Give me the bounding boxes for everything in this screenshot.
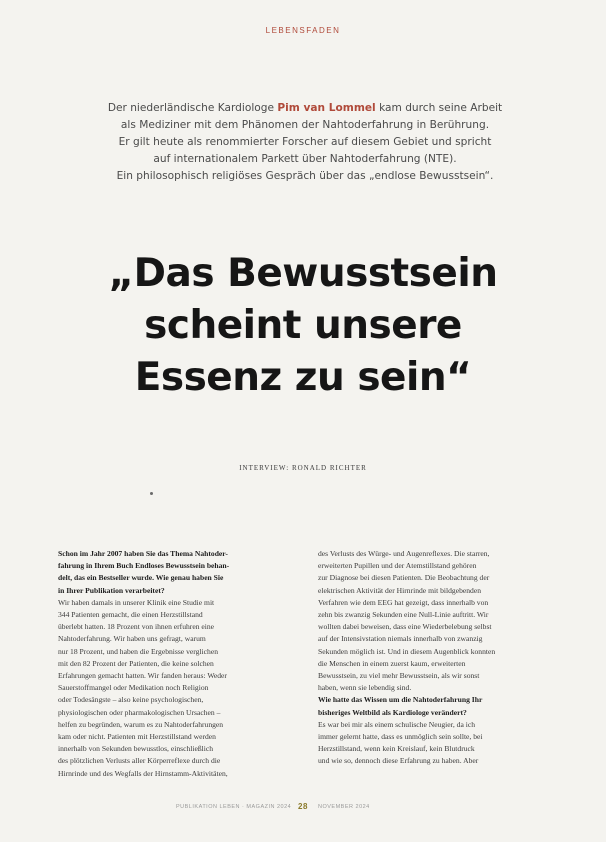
intro-line-4: auf internationalem Parkett über Nahtoderfahrung (NTE). xyxy=(153,153,457,165)
answer-2-line: immer gelernt hatte, dass es unmöglich sein sollte, bei xyxy=(318,732,483,742)
decorative-dot xyxy=(150,492,153,495)
footer-publication: PUBLIKATION LEBEN · MAGAZIN 2024 xyxy=(176,804,292,810)
answer-1-line: 344 Patienten gemacht, die einen Herzstillstand xyxy=(58,610,203,620)
answer-1-cont-line: die Menschen in einem zuerst kaum, erweiterten xyxy=(318,658,466,668)
page-number: 28 xyxy=(298,802,308,811)
right-column xyxy=(318,548,556,768)
question-2-line: bisheriges Weltbild als Kardiologe verändert? xyxy=(318,707,467,717)
answer-1-line: kam oder nicht. Patienten mit Herzstillstand werden xyxy=(58,732,216,742)
answer-1-line: des plötzlichen Verlusts aller Körperreflexe durch die xyxy=(58,756,221,766)
answer-1-cont-line: haben, wenn sie lebendig sind. xyxy=(318,683,412,693)
interviewee-name: Pim van Lommel xyxy=(277,102,376,114)
byline: INTERVIEW: RONALD RICHTER xyxy=(239,464,367,472)
section-label: LEBENSFADEN xyxy=(265,26,341,35)
question-1-line: fahrung in Ihrem Buch Endloses Bewusstsein behan- xyxy=(58,561,230,571)
answer-1-line: Erfahrungen gemacht hatten. Wir fanden heraus: Weder xyxy=(58,671,227,681)
answer-1-cont-line: zehn bis zwanzig Sekunden eine Null-Linie auftritt. Wir xyxy=(318,610,489,620)
answer-1-cont-line: zur Diagnose bei diesen Patienten. Die Beobachtung der xyxy=(318,573,490,583)
answer-1-cont-line: Sekunden möglich ist. Und in diesem Augenblick konnten xyxy=(318,646,496,656)
intro-line-3: Er gilt heute als renommierter Forscher auf diesem Gebiet und spricht xyxy=(118,136,492,148)
answer-1-line: überlebt hatten. 18 Prozent von ihnen erfuhren eine xyxy=(58,622,215,632)
headline-line-3: Essenz zu sein“ xyxy=(134,355,472,400)
intro-line-1 xyxy=(90,100,520,117)
intro-line-1-end: kam durch seine Arbeit xyxy=(375,102,503,114)
footer-date: NOVEMBER 2024 xyxy=(318,804,370,810)
intro-line-5: Ein philosophisch religiöses Gespräch über das „endlose Bewusstsein“. xyxy=(116,170,494,182)
answer-1-cont-line: auf der Intensivstation niemals innerhalb von zwanzig xyxy=(318,634,483,644)
headline-line-2: scheint unsere xyxy=(144,303,462,348)
answer-1-cont-line: wollten dabei beweisen, dass eine Wiederbelebung selbst xyxy=(318,622,492,632)
answer-1-line: helfen zu begründen, warum es zu Nahtoderfahrungen xyxy=(58,719,224,729)
answer-1-line: nur 18 Prozent, und haben die Ergebnisse verglichen xyxy=(58,646,218,656)
answer-1-line: oder Todesängste – also keine psychologischen, xyxy=(58,695,204,705)
answer-1-cont-line: des Verlusts des Würge- und Augenreflexes. Die starren, xyxy=(318,549,490,558)
answer-1-line: Hirnrinde und des Wegfalls der Hirnstamm-Aktivitäten, xyxy=(58,768,228,778)
answer-1-line: physiologischen oder pharmakologischen Ursachen – xyxy=(58,707,221,717)
answer-1-cont-line: elektrischen Aktivität der Hirnrinde mit bildgebenden xyxy=(318,585,482,595)
intro-line-2: als Mediziner mit dem Phänomen der Nahtoderfahrung in Berührung. xyxy=(120,119,490,131)
headline xyxy=(60,248,546,404)
answer-1-line: Sauerstoffmangel oder Medikation noch Religion xyxy=(58,683,209,693)
answer-2-line: und wie so, dennoch diese Erfahrung zu haben. Aber xyxy=(318,756,479,766)
question-1-line: delt, das ein Bestseller wurde. Wie genau haben Sie xyxy=(58,573,224,583)
answer-1-cont-line: erweiterten Pupillen und der Atemstillstand gehören xyxy=(318,561,477,571)
answer-2-line: Herzstillstand, wenn kein Kreislauf, kein Blutdruck xyxy=(318,744,475,754)
intro-line-1-start: Der niederländische Kardiologe xyxy=(107,102,278,114)
answer-2-line: Es war bei mir als einem schulische Neugier, da ich xyxy=(318,719,476,729)
answer-1-line: Wir haben damals in unserer Klinik eine Studie mit xyxy=(58,597,215,607)
answer-1-line: mit den 82 Prozent der Patienten, die keine solchen xyxy=(58,658,214,668)
left-column xyxy=(58,548,296,780)
answer-1-line: innerhalb von Sekunden bewusstlos, einschließlich xyxy=(58,744,214,754)
answer-1-cont-line: Bewusstsein, zu viel mehr Bewusstsein, als wir sonst xyxy=(318,671,480,681)
answer-1-line: Nahtoderfahrung. Wir haben uns gefragt, warum xyxy=(58,634,206,644)
question-1-line: Schon im Jahr 2007 haben Sie das Thema Nahtoder- xyxy=(58,549,228,558)
intro-text xyxy=(90,100,520,185)
answer-1-cont-line: Verfahren wie dem EEG hat gezeigt, dass innerhalb von xyxy=(318,597,489,607)
headline-line-1: „Das Bewusstsein xyxy=(108,251,498,296)
question-2-line: Wie hatte das Wissen um die Nahtoderfahrung Ihr xyxy=(318,695,483,705)
question-1-line: in Ihrer Publikation verarbeitet? xyxy=(58,585,165,595)
